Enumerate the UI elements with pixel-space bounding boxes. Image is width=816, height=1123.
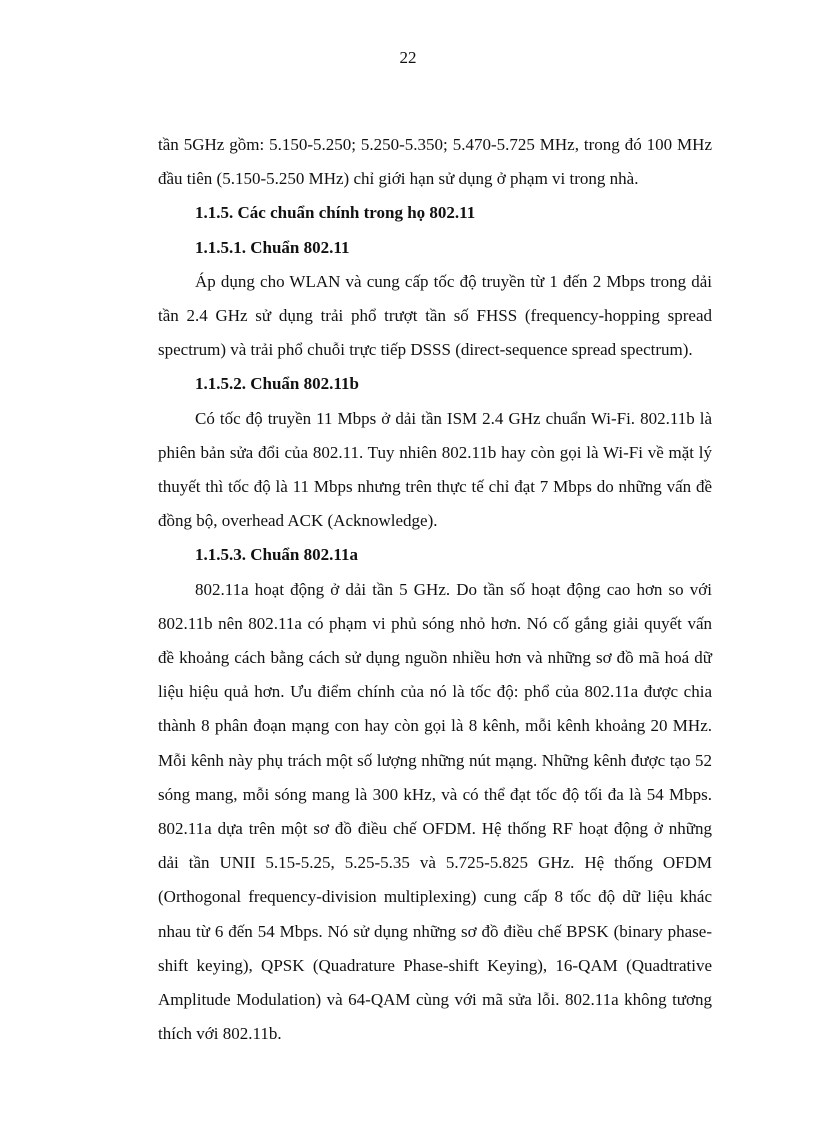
section-heading: 1.1.5. Các chuẩn chính trong họ 802.11 bbox=[195, 203, 476, 223]
paragraph-802-11a: 802.11a hoạt động ở dải tần 5 GHz. Do tần số hoạt động cao hơn so với 802.11b nên 802.11a có phạm vi phủ sóng nhỏ hơn. Nó cố gắng giải quyết vấn đề khoảng cách bằng cách sử dụng nguồn nhiều hơn và những sơ đồ mã hoá dữ liệu hiệu quả hơn. Ưu điểm chính của nó là tốc độ: phổ của 802.11a được chia thành 8 phân đoạn mạng con hay còn gọi là 8 kênh, mỗi kênh khoảng 20 MHz. Mỗi kênh này phụ trách một số lượng những nút mạng. Những kênh được tạo 52 sóng mang, mỗi sóng mang là 300 kHz, và có thể đạt tốc độ tối đa là 54 Mbps. 802.11a dựa trên một sơ đồ điều chế OFDM. Hệ thống RF hoạt động ở những dải tần UNII 5.15-5.25, 5.25-5.35 và 5.725-5.825 GHz. Hệ thống OFDM (Orthogonal frequency-division multiplexing) cung cấp 8 tốc độ dữ liệu khác nhau từ 6 đến 54 Mbps. Nó sử dụng những sơ đồ điều chế BPSK (binary phase-shift keying), QPSK (Quadrature Phase-shift Keying), 16-QAM (Quadtrative Amplitude Modulation) và 64-QAM cùng với mã sửa lỗi. 802.11a không tương thích với 802.11b. bbox=[158, 579, 712, 1044]
document-body bbox=[158, 128, 712, 1051]
paragraph-802-11: Áp dụng cho WLAN và cung cấp tốc độ truyền từ 1 đến 2 Mbps trong dải tần 2.4 GHz sử dụng trải phổ trượt tần số FHSS (frequency-hopping spread spectrum) và trải phổ chuỗi trực tiếp DSSS (direct-sequence spread spectrum). bbox=[158, 271, 712, 360]
paragraph-802-11b: Có tốc độ truyền 11 Mbps ở dải tần ISM 2.4 GHz chuẩn Wi-Fi. 802.11b là phiên bản sửa đổi của 802.11. Tuy nhiên 802.11b hay còn gọi là Wi-Fi về mặt lý thuyết thì tốc độ là 11 Mbps nhưng trên thực tế chỉ đạt 7 Mbps do những vấn đề đồng bộ, overhead ACK (Acknowledge). bbox=[158, 408, 712, 531]
page-number: 22 bbox=[399, 48, 417, 67]
subsection-heading-802-11a: 1.1.5.3. Chuẩn 802.11a bbox=[195, 545, 358, 565]
intro-paragraph: tần 5GHz gồm: 5.150-5.250; 5.250-5.350; 5.470-5.725 MHz, trong đó 100 MHz đầu tiên (5.150-5.250 MHz) chỉ giới hạn sử dụng ở phạm vi trong nhà. bbox=[158, 135, 712, 189]
subsection-heading-802-11b: 1.1.5.2. Chuẩn 802.11b bbox=[195, 374, 359, 394]
subsection-heading-802-11: 1.1.5.1. Chuẩn 802.11 bbox=[195, 237, 350, 257]
